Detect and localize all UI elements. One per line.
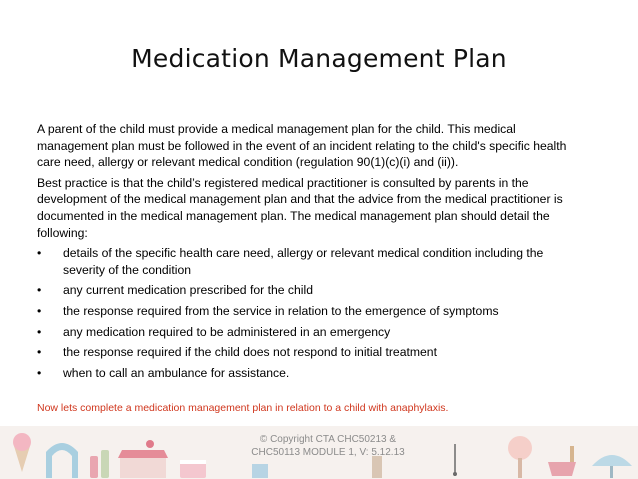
plan-details-list bbox=[37, 245, 577, 381]
list-item-text: the response required if the child does not respond to initial treatment bbox=[63, 345, 437, 360]
bullet-icon: • bbox=[37, 283, 42, 298]
cake-icon bbox=[180, 462, 206, 478]
copyright-notice bbox=[228, 433, 428, 459]
copyright-line-1: © Copyright CTA CHC50213 & bbox=[259, 434, 397, 445]
tree-icon bbox=[508, 436, 532, 460]
slide-body bbox=[37, 121, 577, 385]
list-item bbox=[37, 365, 577, 382]
bullet-icon: • bbox=[37, 324, 42, 339]
best-practice-paragraph: Best practice is that the child’s registered medical practitioner is consulted by parents in the development of the medical management plan and that the advice from the medical practitioner is documented in the medical management plan. The medical management plan should detail the following: bbox=[37, 175, 563, 240]
bullet-icon: • bbox=[37, 303, 42, 318]
list-item bbox=[37, 303, 577, 320]
teacup-icon bbox=[548, 462, 576, 476]
list-item bbox=[37, 324, 577, 341]
bullet-icon: • bbox=[37, 365, 42, 380]
list-item bbox=[37, 344, 577, 361]
slide-title: Medication Management Plan bbox=[131, 44, 507, 73]
anaphylaxis-callout: Now lets complete a medication management plan in relation to a child with anaphylaxis. bbox=[37, 402, 449, 414]
copyright-line-2: CHC50113 MODULE 1, V: 5.12.13 bbox=[251, 447, 405, 458]
bullet-icon: • bbox=[37, 345, 42, 360]
shop-icon bbox=[120, 458, 166, 478]
jar-icon bbox=[372, 456, 382, 478]
list-item-text: any current medication prescribed for the child bbox=[63, 283, 313, 298]
list-item bbox=[37, 245, 577, 278]
list-item bbox=[37, 282, 577, 299]
intro-paragraph: A parent of the child must provide a medical management plan for the child. This medical management plan must be followed in the event of an incident relating to the child's specific health care need, allergy or relevant medical condition (regulation 90(1)(c)(i) and (ii)). bbox=[37, 122, 567, 170]
box-icon bbox=[252, 464, 268, 478]
list-item-text: details of the specific health care need, allergy or relevant medical condition including the severity of the condition bbox=[63, 246, 544, 277]
arch-icon bbox=[46, 443, 78, 478]
list-item-text: when to call an ambulance for assistance. bbox=[63, 365, 290, 380]
list-item-text: any medication required to be administered in an emergency bbox=[63, 324, 391, 339]
bullet-icon: • bbox=[37, 246, 42, 261]
list-item-text: the response required from the service in relation to the emergence of symptoms bbox=[63, 303, 499, 318]
bottle-icon bbox=[90, 456, 98, 478]
umbrella-icon bbox=[592, 455, 632, 466]
